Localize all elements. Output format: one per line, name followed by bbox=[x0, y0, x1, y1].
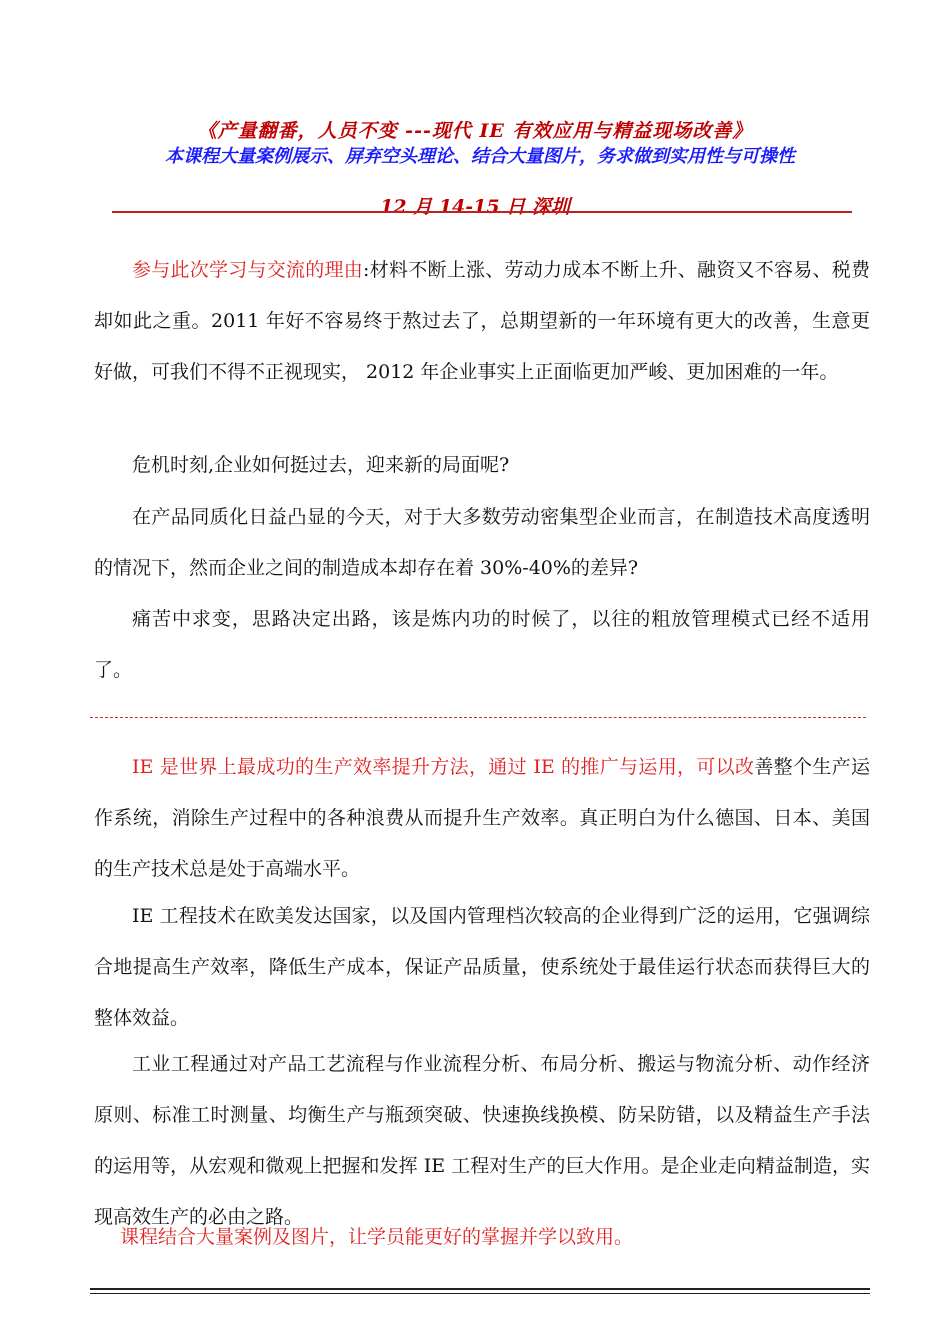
course-date: 12 月 14-15 日 深圳 bbox=[380, 196, 570, 218]
footer-rule-thin bbox=[90, 1293, 870, 1294]
course-subtitle: 本课程大量案例展示、屏弃空头理论、结合大量图片，务求做到实用性与可操性 bbox=[165, 146, 795, 167]
paragraph-industrial-engineering: 工业工程通过对产品工艺流程与作业流程分析、布局分析、搬运与物流分析、动作经济原则、标准工时测量、均衡生产与瓶颈突破、快速换线换模、防呆防错，以及精益生产手法的运用等，从宏观和微观上把握和发挥 IE 工程对生产的巨大作用。是企业走向精益制造，实现高效生产的必由之路。 bbox=[94, 1053, 870, 1228]
paragraph-crisis: 危机时刻,企业如何挺过去，迎来新的局面呢? bbox=[132, 454, 510, 476]
paragraph-ie-technology: IE 工程技术在欧美发达国家，以及国内管理档次较高的企业得到广泛的运用，它强调综合地提高生产效率，降低生产成本，保证产品质量，使系统处于最佳运行状态而获得巨大的整体效益。 bbox=[94, 905, 870, 1029]
header-divider bbox=[112, 211, 852, 213]
paragraph-ie-intro bbox=[94, 742, 870, 895]
footer-rule-thick bbox=[90, 1288, 870, 1290]
paragraph-homogenization: 在产品同质化日益凸显的今天，对于大多数劳动密集型企业而言，在制造技术高度透明的情况下，然而企业之间的制造成本却存在着 30%-40%的差异? bbox=[94, 506, 870, 579]
ie-intro-text: 善整个生产运作系统，消除生产过程中的各种浪费从而提升生产效率。真正明白为什么德国、日本、美国的生产技术总是处于高端水平。 bbox=[94, 756, 870, 880]
reasons-text: :材料不断上涨、劳动力成本不断上升、融资又不容易、税费却如此之重。2011 年好不容易终于熬过去了，总期望新的一年环境有更大的改善，生意更好做，可我们不得不正视现实， 2012 年企业事实上正面临更加严峻、更加困难的一年。 bbox=[94, 259, 870, 383]
paragraph-course-closing: 课程结合大量案例及图片，让学员能更好的掌握并学以致用。 bbox=[120, 1226, 634, 1248]
reasons-lead: 参与此次学习与交流的理由 bbox=[132, 259, 364, 281]
ie-intro-highlight: IE 是世界上最成功的生产效率提升方法，通过 IE 的推广与运用，可以改 bbox=[132, 756, 755, 778]
paragraph-change: 痛苦中求变，思路决定出路，该是炼内功的时候了，以往的粗放管理模式已经不适用了。 bbox=[94, 608, 870, 681]
course-title: 《产量翻番，人员不变 ---现代 IE 有效应用与精益现场改善》 bbox=[197, 120, 753, 142]
section-divider bbox=[90, 717, 866, 718]
paragraph-reasons bbox=[94, 245, 870, 398]
